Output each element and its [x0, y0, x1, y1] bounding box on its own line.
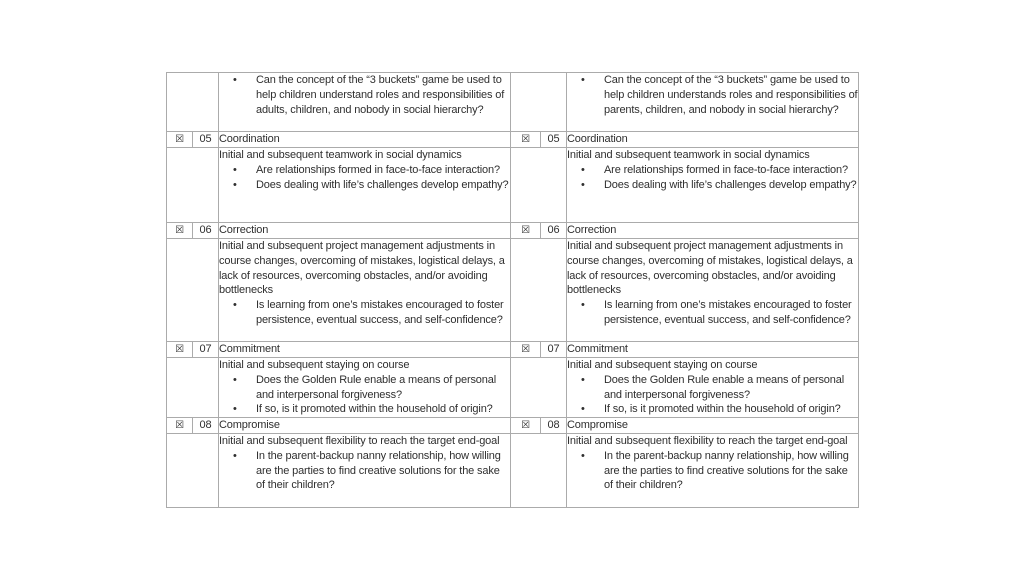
item-label: Commitment — [567, 342, 859, 358]
checkbox-checked-icon[interactable]: ☒ — [175, 420, 184, 431]
description-intro: Initial and subsequent project management adjustments in course changes, overcoming of mistakes, logistical delays, a lack of resources, overcoming obstacles, and/or avoiding bottlenecks — [567, 240, 853, 297]
description-intro: Initial and subsequent project management adjustments in course changes, overcoming of mistakes, logistical delays, a lack of resources, overcoming obstacles, and/or avoiding bottlenecks — [219, 240, 505, 297]
item-label: Correction — [567, 223, 859, 239]
item-label: Compromise — [567, 418, 859, 434]
bullet-item: • Does dealing with life’s challenges develop empathy? — [256, 178, 510, 193]
table-row — [167, 73, 859, 132]
empty-cell — [167, 73, 219, 132]
empty-cell — [511, 148, 567, 223]
checkbox-cell — [511, 132, 541, 148]
checkbox-checked-icon[interactable]: ☒ — [175, 225, 184, 236]
empty-cell — [167, 239, 219, 342]
description-cell — [219, 434, 511, 508]
table-row — [167, 239, 859, 342]
description-cell — [567, 434, 859, 508]
bullet-item: • If so, is it promoted within the household of origin? — [256, 402, 510, 417]
description-intro: Initial and subsequent staying on course — [567, 359, 758, 371]
item-label: Coordination — [219, 132, 511, 148]
table-row — [167, 223, 859, 239]
empty-cell — [167, 148, 219, 223]
item-label: Correction — [219, 223, 511, 239]
description-intro: Initial and subsequent teamwork in social dynamics — [567, 149, 810, 161]
checkbox-checked-icon[interactable]: ☒ — [521, 134, 530, 145]
bullet-item: • Does dealing with life’s challenges develop empathy? — [604, 178, 858, 193]
item-label: Compromise — [219, 418, 511, 434]
checkbox-cell — [511, 418, 541, 434]
bullet-item: • In the parent-backup nanny relationship, how willing are the parties to find creative solutions for the sake of their children? — [256, 449, 510, 493]
item-number: 08 — [541, 418, 567, 434]
checkbox-cell — [167, 223, 193, 239]
checkbox-checked-icon[interactable]: ☒ — [175, 134, 184, 145]
bullet-item: • Are relationships formed in face-to-face interaction? — [604, 163, 858, 178]
description-cell — [567, 358, 859, 418]
bullet-item: • Does the Golden Rule enable a means of personal and interpersonal forgiveness? — [604, 373, 858, 403]
checkbox-checked-icon[interactable]: ☒ — [521, 344, 530, 355]
bullet-item: • If so, is it promoted within the household of origin? — [604, 402, 858, 417]
empty-cell — [511, 358, 567, 418]
table-row — [167, 342, 859, 358]
item-number: 05 — [193, 132, 219, 148]
checkbox-checked-icon[interactable]: ☒ — [175, 344, 184, 355]
checkbox-cell — [511, 223, 541, 239]
item-number: 07 — [541, 342, 567, 358]
checkbox-cell — [167, 132, 193, 148]
description-cell — [219, 239, 511, 342]
table-row — [167, 148, 859, 223]
empty-cell — [511, 434, 567, 508]
checkbox-cell — [167, 418, 193, 434]
assessment-table — [166, 72, 859, 508]
bullet-item: • Does the Golden Rule enable a means of personal and interpersonal forgiveness? — [256, 373, 510, 403]
description-cell — [567, 239, 859, 342]
bullet-item: • Is learning from one’s mistakes encouraged to foster persistence, eventual success, and self-confidence? — [256, 298, 510, 328]
empty-cell — [511, 73, 567, 132]
description-cell — [219, 358, 511, 418]
item-number: 07 — [193, 342, 219, 358]
checkbox-checked-icon[interactable]: ☒ — [521, 225, 530, 236]
bullet-item: • Is learning from one’s mistakes encouraged to foster persistence, eventual success, and self-confidence? — [604, 298, 858, 328]
table-row — [167, 132, 859, 148]
table-row — [167, 418, 859, 434]
item-number: 05 — [541, 132, 567, 148]
table-row — [167, 358, 859, 418]
bullet-item: • Are relationships formed in face-to-face interaction? — [256, 163, 510, 178]
description-cell — [567, 148, 859, 223]
description-intro: Initial and subsequent teamwork in social dynamics — [219, 149, 462, 161]
description-intro: Initial and subsequent staying on course — [219, 359, 410, 371]
item-number: 06 — [541, 223, 567, 239]
table-row — [167, 434, 859, 508]
checkbox-cell — [511, 342, 541, 358]
description-cell — [219, 73, 511, 132]
description-intro: Initial and subsequent flexibility to reach the target end-goal — [219, 435, 500, 447]
item-number: 06 — [193, 223, 219, 239]
description-cell — [219, 148, 511, 223]
item-label: Coordination — [567, 132, 859, 148]
checkbox-checked-icon[interactable]: ☒ — [521, 420, 530, 431]
description-cell — [567, 73, 859, 132]
bullet-item: • Can the concept of the “3 buckets” game be used to help children understand roles and responsibilities of adults, children, and nobody in social hierarchy? — [256, 73, 510, 117]
checkbox-cell — [167, 342, 193, 358]
empty-cell — [167, 434, 219, 508]
description-intro: Initial and subsequent flexibility to reach the target end-goal — [567, 435, 848, 447]
empty-cell — [167, 358, 219, 418]
empty-cell — [511, 239, 567, 342]
item-label: Commitment — [219, 342, 511, 358]
item-number: 08 — [193, 418, 219, 434]
bullet-item: • In the parent-backup nanny relationship, how willing are the parties to find creative solutions for the sake of their children? — [604, 449, 858, 493]
bullet-item: • Can the concept of the “3 buckets” game be used to help children understands roles and responsibilities of parents, children, and nobody in social hierarchy? — [604, 73, 858, 117]
